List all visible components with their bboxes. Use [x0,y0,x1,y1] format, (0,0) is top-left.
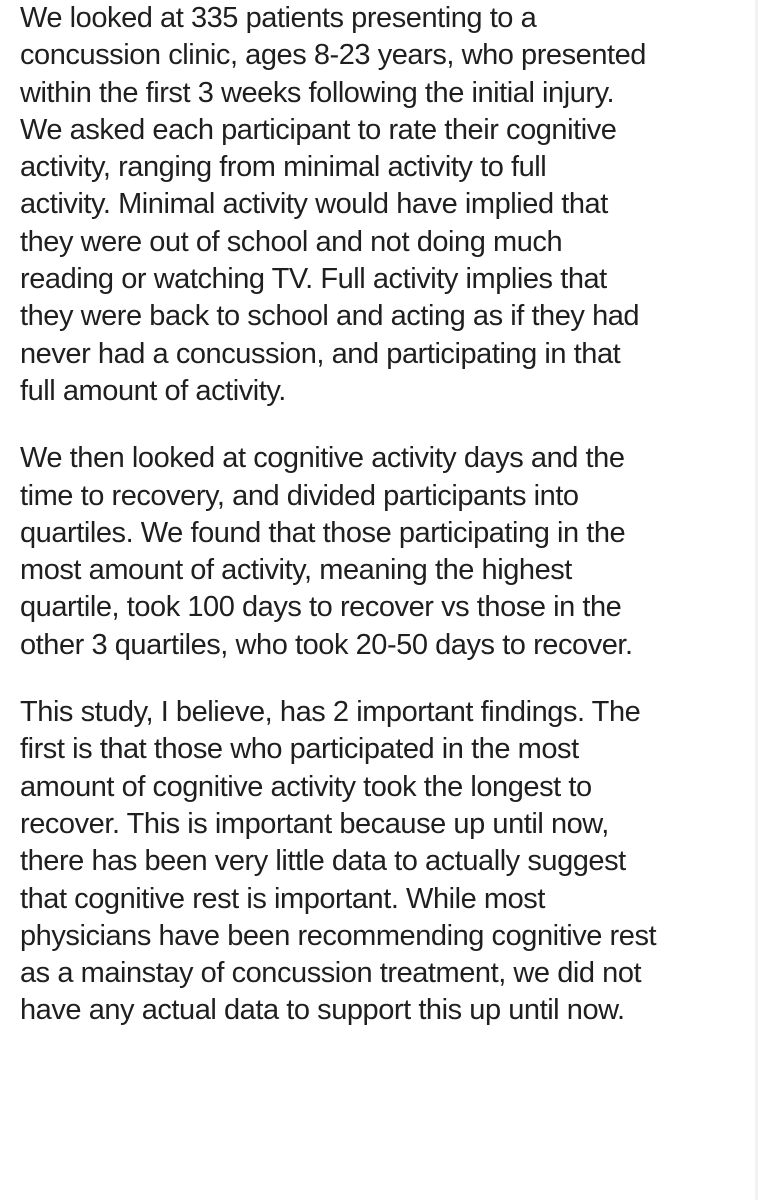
text-line: other 3 quartiles, who took 20-50 days to recover. [20,628,633,661]
text-line: recover. This is important because up until now, [20,807,609,840]
text-line: there has been very little data to actually suggest [20,845,626,878]
paragraph-2 [20,440,755,664]
text-line: quartile, took 100 days to recover vs those in the [20,591,622,624]
text-line: first is that those who participated in the most [20,733,579,766]
text-line: reading or watching TV. Full activity implies that [20,263,607,296]
text-line: activity, ranging from minimal activity to full [20,151,547,184]
text-line: We then looked at cognitive activity days and the [20,442,625,475]
text-line: quartiles. We found that those participating in the [20,516,626,549]
text-line: that cognitive rest is important. While most [20,882,545,915]
article-text [20,0,755,1030]
text-line: within the first 3 weeks following the initial injury. [20,76,615,109]
text-line: they were back to school and acting as if they had [20,300,640,333]
text-line: We asked each participant to rate their cognitive [20,113,617,146]
text-line: amount of cognitive activity took the longest to [20,770,592,803]
paragraph-1 [20,0,755,410]
text-line: physicians have been recommending cognitive rest [20,919,657,952]
text-line: full amount of activity. [20,374,286,407]
text-line: activity. Minimal activity would have implied that [20,188,608,221]
text-line: most amount of activity, meaning the highest [20,554,572,587]
text-line: never had a concussion, and participating in that [20,337,621,370]
text-line: This study, I believe, has 2 important findings. The [20,696,641,729]
text-line: We looked at 335 patients presenting to a [20,2,537,34]
paragraph-3 [20,694,755,1030]
text-line: concussion clinic, ages 8-23 years, who presented [20,39,646,72]
text-line: have any actual data to support this up until now. [20,994,625,1027]
text-line: time to recovery, and divided participants into [20,479,579,512]
text-line: as a mainstay of concussion treatment, we did not [20,957,642,990]
text-line: they were out of school and not doing much [20,225,563,258]
